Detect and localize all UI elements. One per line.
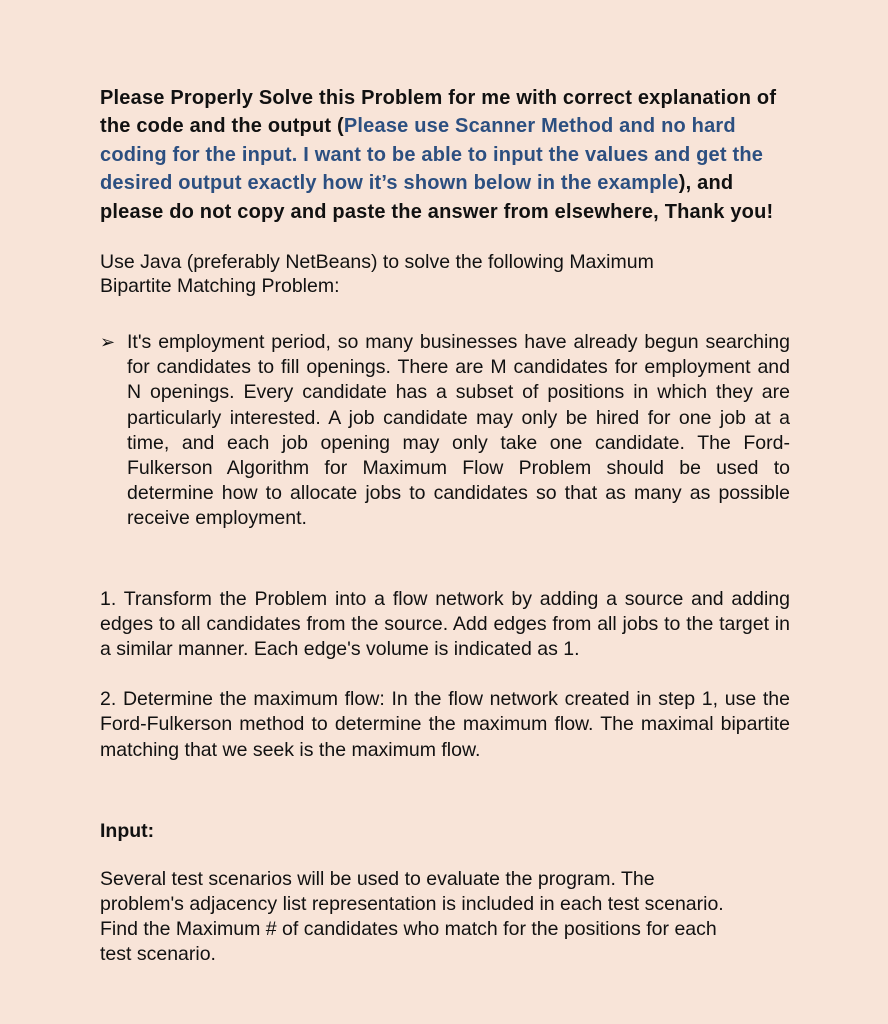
intro-request: [100, 84, 790, 226]
input-heading: Input:: [100, 819, 155, 842]
lead-paragraph: Use Java (preferably NetBeans) to solve the following Maximum Bipartite Matching Problem:: [100, 251, 654, 298]
intro-part-2: ), and please do not copy and paste the answer from elsewhere, Thank you!: [100, 172, 774, 223]
step-2: 2. Determine the maximum flow: In the flow network created in step 1, use the Ford-Fulkerson method to determine the maximum flow. The maximal bipartite matching that we seek is the maximum flow.: [100, 688, 790, 761]
problem-description-bullet: [100, 330, 790, 532]
intro-part-1: Please Properly Solve this Problem for me with correct explanation of the code and the output (: [100, 87, 777, 138]
arrow-bullet-icon: ➢: [100, 332, 116, 353]
step-1: 1. Transform the Problem into a flow network by adding a source and adding edges to all candidates from the source. Add edges from all jobs to the target in a similar manner. Each edge's volume is indicated as 1.: [100, 587, 790, 661]
input-description: Several test scenarios will be used to evaluate the program. The problem's adjacency list representation is included in each test scenario. Find the Maximum # of candidates who match for the positions for each test scenario.: [100, 867, 724, 966]
intro-highlight: Please use Scanner Method and no hard coding for the input. I want to be able to input the values and get the desired output exactly how it’s shown below in the example: [100, 115, 764, 195]
problem-document: [100, 84, 790, 968]
problem-description-text: It's employment period, so many businesses have already begun searching for candidates to fill openings. There are M candidates for employment and N openings. Every candidate has a subset of positions in which they are particularly interested. A job candidate may only be hired for one job at a time, and each job opening may only take one candidate. The Ford-Fulkerson Algorithm for Maximum Flow Problem should be used to determine how to allocate jobs to candidates so that as many as possible receive employment.: [127, 331, 790, 530]
